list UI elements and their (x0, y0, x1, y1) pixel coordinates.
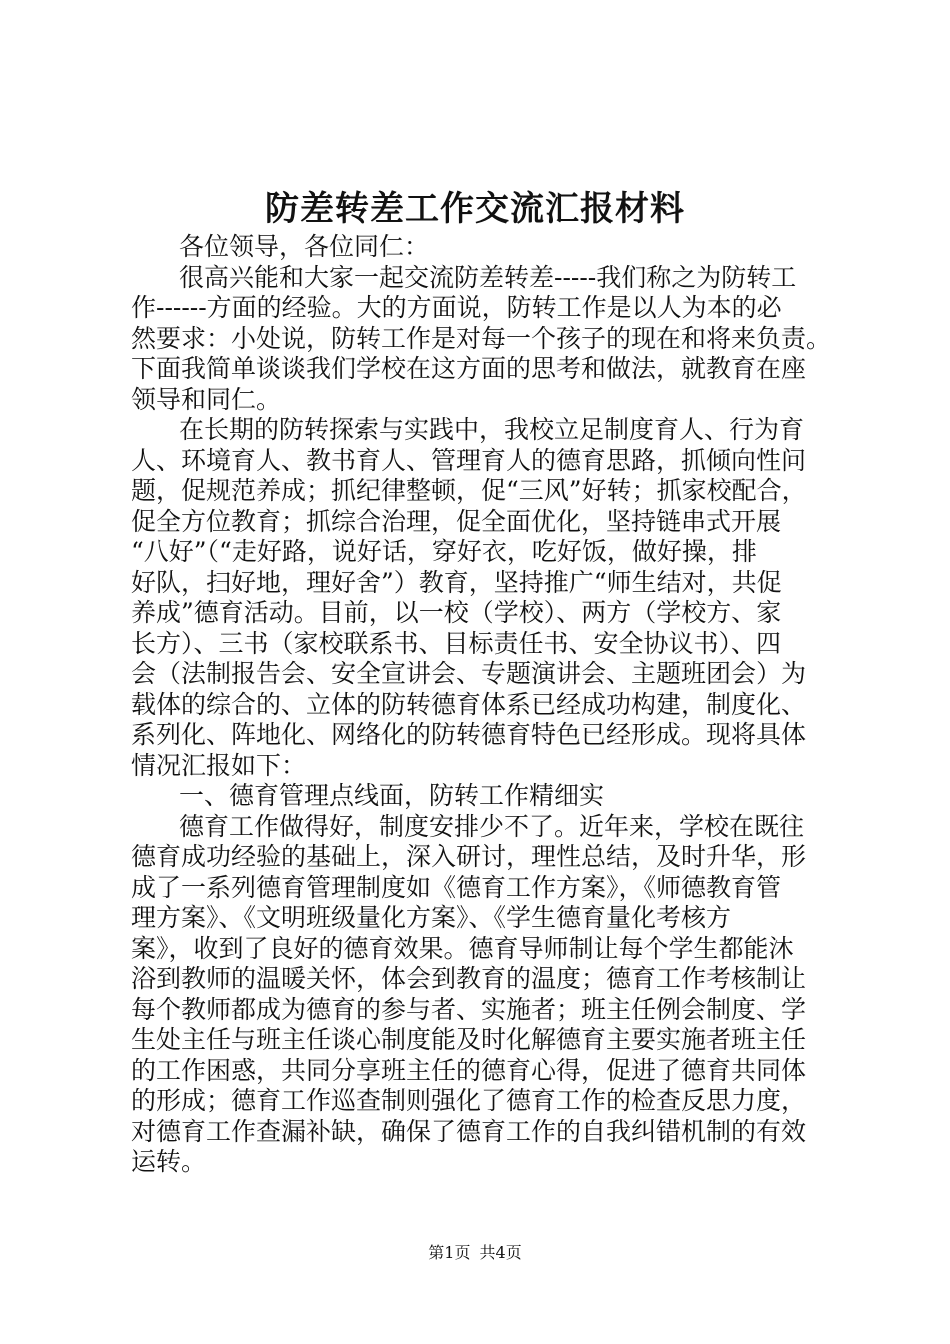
text-line: 载体的综合的、立体的防转德育体系已经成功构建，制度化、 (131, 689, 807, 719)
text-line: 德育工作做得好，制度安排少不了。近年来，学校在既往 (179, 811, 805, 841)
text-line: 人、环境育人、教书育人、管理育人的德育思路，抓倾向性问 (131, 445, 807, 475)
page-number: 第1页 (428, 1243, 471, 1262)
text-line: 下面我简单谈谈我们学校在这方面的思考和做法，就教育在座 (131, 354, 807, 383)
text-line: 各位领导，各位同仁： (179, 232, 430, 261)
text-line: 一、德育管理点线面，防转工作精细实 (179, 781, 605, 810)
text-line: 长方）、三书（家校联系书、目标责任书、安全协议书）、四 (131, 628, 782, 658)
text-line: 在长期的防转探索与实践中，我校立足制度育人、行为育 (179, 415, 805, 444)
text-line: 领导和同仁。 (131, 384, 282, 414)
text-line: 案》，收到了良好的德育效果。德育导师制让每个学生都能沐 (131, 933, 794, 963)
text-line: “八好”（“走好路，说好话，穿好衣，吃好饭，做好操，排 (131, 537, 757, 566)
page-total: 共4页 (479, 1243, 522, 1262)
text-line: 情况汇报如下： (131, 750, 307, 780)
text-line: 浴到教师的温暖关怀，体会到教育的温度；德育工作考核制让 (131, 964, 807, 993)
text-line: 德育成功经验的基础上，深入研讨，理性总结，及时升华，形 (131, 842, 807, 871)
text-line: 对德育工作查漏补缺，确保了德育工作的自我纠错机制的有效 (131, 1116, 807, 1146)
text-line: 生处主任与班主任谈心制度能及时化解德育主要实施者班主任 (131, 1025, 807, 1054)
text-line: 的形成；德育工作巡查制则强化了德育工作的检查反思力度， (131, 1086, 807, 1115)
text-line: 系列化、阵地化、网络化的防转德育特色已经形成。现将具体 (131, 720, 807, 749)
text-line: 的工作困惑，共同分享班主任的德育心得，促进了德育共同体 (131, 1055, 807, 1085)
text-line: 题，促规范养成；抓纪律整顿，促“三风”好转；抓家校配合， (131, 476, 807, 505)
text-line: 理方案》、《文明班级量化方案》、《学生德育量化考核方 (131, 903, 732, 932)
text-line: 会（法制报告会、安全宣讲会、专题演讲会、主题班团会）为 (131, 659, 807, 688)
page-footer (0, 1242, 950, 1264)
text-line: 运转。 (131, 1147, 207, 1176)
text-line: 好队，扫好地，理好舍”）教育，坚持推广“师生结对，共促 (131, 567, 782, 597)
text-line: 很高兴能和大家一起交流防差转差-----我们称之为防转工 (179, 262, 797, 292)
text-line: 促全方位教育；抓综合治理，促全面优化，坚持链串式开展 (131, 506, 782, 536)
document-title: 防差转差工作交流汇报材料 (265, 189, 685, 229)
document-body (131, 232, 831, 1178)
text-line: 成了一系列德育管理制度如《德育工作方案》，《师德教育管 (131, 872, 782, 902)
text-line: 每个教师都成为德育的参与者、实施者；班主任例会制度、学 (131, 994, 807, 1024)
text-line: 养成”德育活动。目前，以一校（学校）、两方（学校方、家 (131, 598, 782, 627)
text-line: 然要求：小处说，防转工作是对每一个孩子的现在和将来负责。 (131, 323, 831, 353)
text-line: 作------方面的经验。大的方面说，防转工作是以人为本的必 (131, 293, 782, 322)
